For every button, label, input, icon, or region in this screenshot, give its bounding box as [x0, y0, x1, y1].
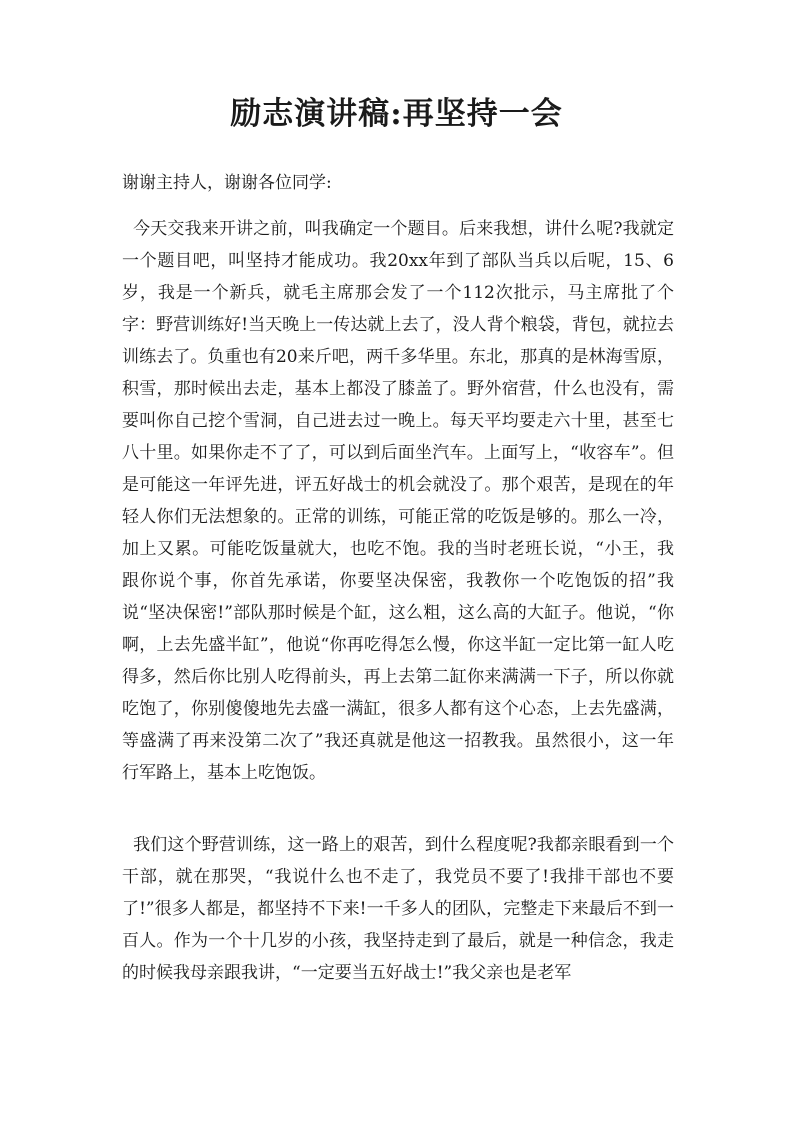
paragraph-1: 今天交我来开讲之前，叫我确定一个题目。后来我想，讲什么呢?我就定一个题目吧，叫坚持才能成功。我20xx年到了部队当兵以后呢，15、6岁，我是一个新兵，就毛主席那会发了一个112次批示，马主席批了个字：野营训练好!当天晚上一传达就上去了，没人背个粮袋，背包，就拉去训练去了。负重也有20来斤吧，两千多华里。东北，那真的是林海雪原，积雪，那时候出去走，基本上都没了膝盖了。野外宿营，什么也没有，需要叫你自己挖个雪洞，自己进去过一晚上。每天平均要走六十里，甚至七八十里。如果你走不了了，可以到后面坐汽车。上面写上，“收容车”。但是可能这一年评先进，评五好战士的机会就没了。那个艰苦，是现在的年轻人你们无法想象的。正常的训练，可能正常的吃饭是够的。那么一冷，加上又累。可能吃饭量就大，也吃不饱。我的当时老班长说，“小王，我跟你说个事，你首先承诺，你要坚决保密，我教你一个吃饱饭的招”我说“坚决保密!”部队那时候是个缸，这么粗，这么高的大缸子。他说，“你啊，上去先盛半缸”，他说“你再吃得怎么慢，你这半缸一定比第一缸人吃得多，然后你比别人吃得前头，再上去第二缸你来满满一下子，所以你就吃饱了，你别傻傻地先去盛一满缸，很多人都有这个心态，上去先盛满，等盛满了再来没第二次了”我还真就是他这一招教我。虽然很小，这一年行军路上，基本上吃饱饭。	[122, 219, 674, 783]
document-title: 励志演讲稿:再坚持一会	[230, 96, 563, 132]
paragraph-2: 我们这个野营训练，这一路上的艰苦，到什么程度呢?我都亲眼看到一个干部，就在那哭，“我说什么也不走了，我党员不要了!我排干部也不要了!”很多人都是，都坚持不下来!一千多人的团队，完整走下来最后不到一百人。作为一个十几岁的小孩，我坚持走到了最后，就是一种信念，我走的时候我母亲跟我讲，“一定要当五好战士!”我父亲也是老军	[122, 835, 674, 983]
greeting-line: 谢谢主持人，谢谢各位同学:	[122, 173, 332, 193]
